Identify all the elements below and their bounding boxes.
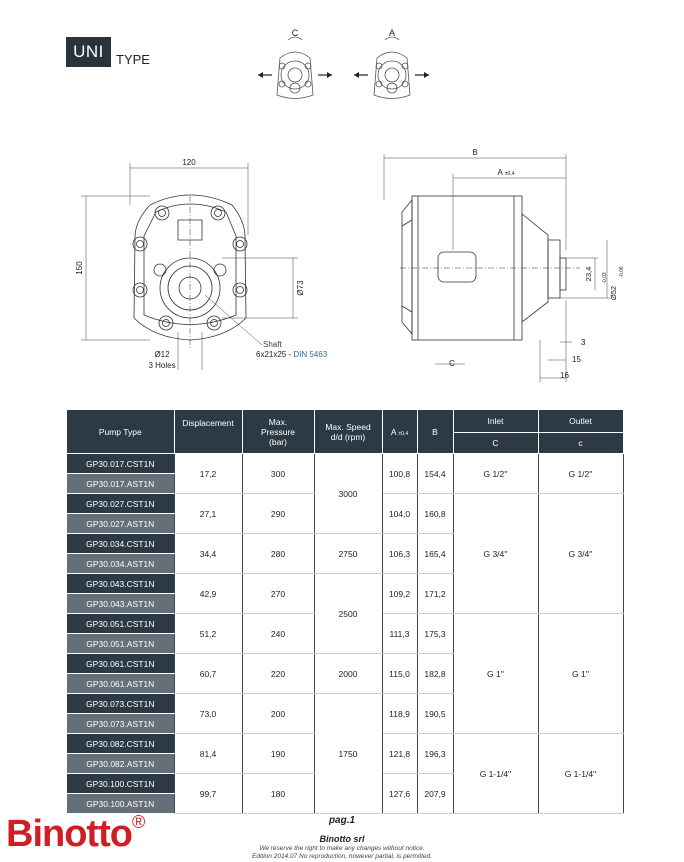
a-cell: 104,0 (382, 494, 417, 534)
dim-a-text: A (497, 168, 503, 177)
inlet-cell: G 1-1/4'' (453, 734, 538, 814)
b-cell: 165,4 (417, 534, 453, 574)
a-cell: 118,9 (382, 694, 417, 734)
dim-23-4: 23,4 (584, 266, 593, 282)
a-cell: 127,6 (382, 774, 417, 814)
pump-type-cell: GP30.027.CST1N (67, 494, 174, 514)
displacement-cell: 34,4 (174, 534, 242, 574)
pressure-cell: 290 (242, 494, 314, 534)
displacement-cell: 81,4 (174, 734, 242, 774)
rotation-a-icon (354, 37, 429, 99)
header-outlet-sub: c (538, 433, 623, 454)
company-name: Binotto srl (319, 834, 365, 844)
header-a-tol: ±0,4 (398, 430, 409, 437)
dim-16: 16 (560, 371, 569, 380)
pump-type-cell: GP30.034.AST1N (67, 554, 174, 574)
dim-52-tol-top: -0,03 (602, 272, 608, 284)
pressure-cell: 240 (242, 614, 314, 654)
header-b: B (417, 410, 453, 454)
page-number: pag.1 (328, 815, 356, 826)
type-badge: UNI (66, 37, 111, 67)
front-view-pump (133, 195, 247, 350)
footer-note-1: We reserve the right to make any changes without notice. (259, 845, 425, 852)
pump-type-cell: GP30.027.AST1N (67, 514, 174, 534)
a-cell: 100,8 (382, 454, 417, 494)
dim-a-tol: ±0,4 (504, 171, 515, 177)
outlet-cell: G 3/4'' (538, 494, 623, 614)
a-cell: 121,8 (382, 734, 417, 774)
pump-type-cell: GP30.082.CST1N (67, 734, 174, 754)
pump-type-cell: GP30.061.AST1N (67, 674, 174, 694)
shaft-label: Shaft (263, 340, 282, 349)
dim-52-tol-bot: -0,06 (619, 266, 625, 278)
pressure-cell: 180 (242, 774, 314, 814)
displacement-cell: 73,0 (174, 694, 242, 734)
header-displacement: Displacement (174, 410, 242, 454)
shaft-din-text: DIN 5463 (293, 350, 328, 359)
pump-type-cell: GP30.100.AST1N (67, 794, 174, 814)
dim-width-120: 120 (182, 158, 196, 167)
header-max-pressure: Max. Pressure (bar) (242, 410, 314, 454)
a-cell: 106,3 (382, 534, 417, 574)
b-cell: 154,4 (417, 454, 453, 494)
dim-holes-dia: Ø12 (154, 350, 170, 359)
pump-type-cell: GP30.073.CST1N (67, 694, 174, 714)
pump-type-cell: GP30.017.CST1N (67, 454, 174, 474)
dim-b: B (472, 148, 478, 157)
pump-type-cell: GP30.061.CST1N (67, 654, 174, 674)
pressure-cell: 220 (242, 654, 314, 694)
dim-a (497, 168, 514, 177)
type-label: TYPE (116, 52, 150, 67)
displacement-cell: 51,2 (174, 614, 242, 654)
inlet-cell: G 1'' (453, 614, 538, 734)
header-a-label: A (390, 426, 397, 437)
pressure-cell: 200 (242, 694, 314, 734)
displacement-cell: 99,7 (174, 774, 242, 814)
side-view-pump (400, 196, 580, 340)
b-cell: 171,2 (417, 574, 453, 614)
header-max-speed: Max. Speed d/d (rpm) (314, 410, 382, 454)
a-cell: 115,0 (382, 654, 417, 694)
a-cell: 109,2 (382, 574, 417, 614)
displacement-cell: 42,9 (174, 574, 242, 614)
pump-type-cell: GP30.017.AST1N (67, 474, 174, 494)
header-inlet: Inlet (453, 410, 538, 433)
b-cell: 190,5 (417, 694, 453, 734)
b-cell: 160,8 (417, 494, 453, 534)
rotation-c-icon (258, 37, 332, 99)
b-cell: 207,9 (417, 774, 453, 814)
displacement-cell: 17,2 (174, 454, 242, 494)
dim-3: 3 (581, 338, 586, 347)
inlet-cell: G 1/2'' (453, 454, 538, 494)
dim-c: C (449, 359, 455, 368)
dim-15: 15 (572, 355, 581, 364)
b-cell: 182,8 (417, 654, 453, 694)
front-view-dimensions (81, 163, 298, 370)
header-inlet-sub: C (453, 433, 538, 454)
pump-type-cell: GP30.100.CST1N (67, 774, 174, 794)
outlet-cell: G 1-1/4'' (538, 734, 623, 814)
technical-drawing (0, 0, 684, 400)
inlet-cell: G 3/4'' (453, 494, 538, 614)
brand-name: Binotto (6, 813, 132, 855)
speed-cell: 2000 (314, 654, 382, 694)
speed-cell: 2500 (314, 574, 382, 654)
speed-cell: 1750 (314, 694, 382, 814)
pressure-cell: 270 (242, 574, 314, 614)
pump-type-cell: GP30.051.AST1N (67, 634, 174, 654)
dim-holes-count: 3 Holes (148, 361, 176, 370)
header-a (382, 410, 417, 454)
displacement-cell: 60,7 (174, 654, 242, 694)
pressure-cell: 190 (242, 734, 314, 774)
footer-note-2: Edition 2014.07 No reproduction, however partial, is permitted. (252, 853, 432, 860)
brand-reg: ® (131, 812, 145, 833)
header-outlet: Outlet (538, 410, 623, 433)
displacement-cell: 27,1 (174, 494, 242, 534)
pump-type-cell: GP30.082.AST1N (67, 754, 174, 774)
outlet-cell: G 1'' (538, 614, 623, 734)
dim-dia-52: Ø52 (609, 285, 618, 301)
speed-cell: 2750 (314, 534, 382, 574)
shaft-spec-text: 6x21x25 - (256, 350, 294, 359)
pressure-cell: 280 (242, 534, 314, 574)
dim-shaft-dia: Ø73 (296, 280, 305, 296)
pump-type-cell: GP30.043.AST1N (67, 594, 174, 614)
pump-type-cell: GP30.043.CST1N (67, 574, 174, 594)
pump-type-cell: GP30.034.CST1N (67, 534, 174, 554)
pump-type-cell: GP30.073.AST1N (67, 714, 174, 734)
rotation-c-label: C (291, 28, 299, 38)
pump-type-cell: GP30.051.CST1N (67, 614, 174, 634)
b-cell: 196,3 (417, 734, 453, 774)
spec-table (67, 410, 624, 814)
b-cell: 175,3 (417, 614, 453, 654)
dim-height-150: 150 (75, 261, 84, 275)
header-pump-type: Pump Type (67, 410, 174, 454)
speed-cell: 3000 (314, 454, 382, 534)
rotation-a-label: A (388, 28, 396, 38)
pressure-cell: 300 (242, 454, 314, 494)
outlet-cell: G 1/2'' (538, 454, 623, 494)
shaft-spec (256, 350, 328, 359)
a-cell: 111,3 (382, 614, 417, 654)
